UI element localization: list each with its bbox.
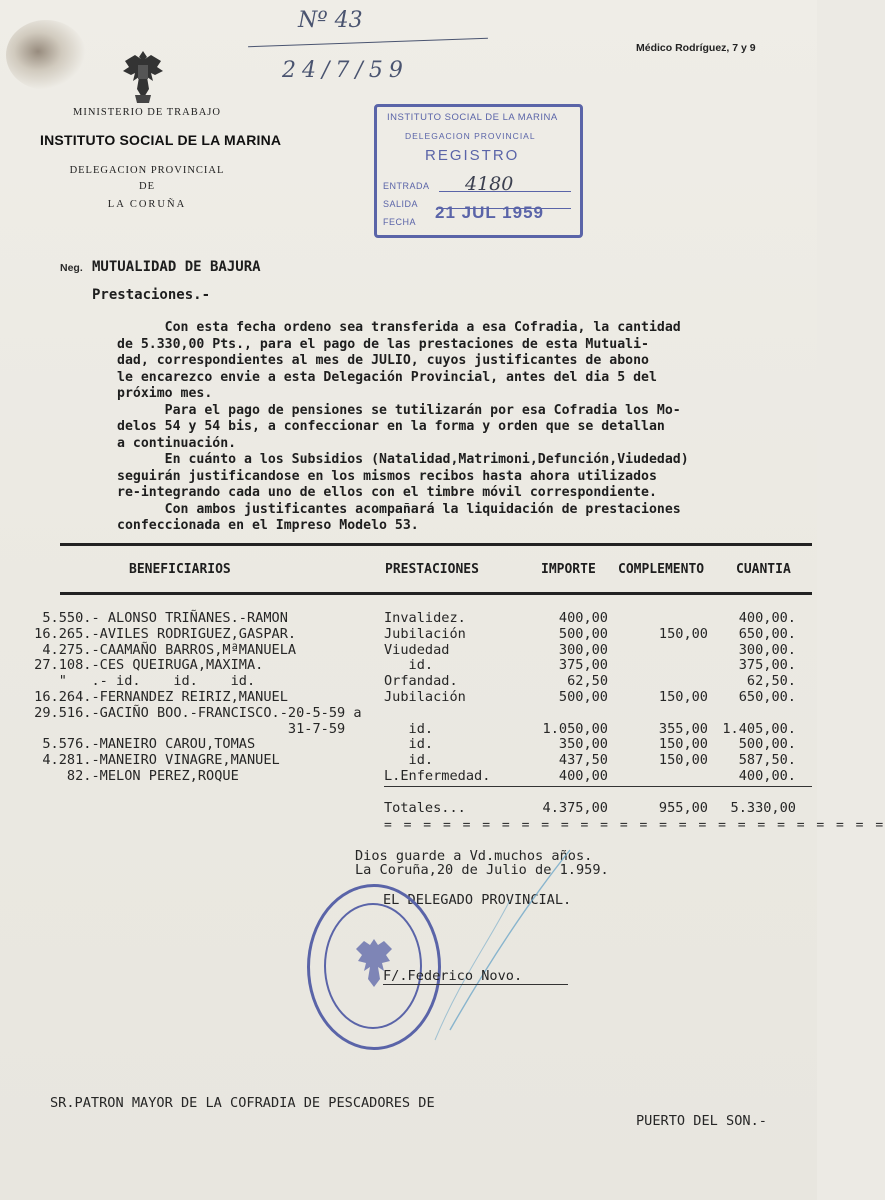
burn-mark bbox=[6, 20, 86, 90]
totals-double-rule: = = = = = = = = = = = = = = = = = = = = = = = = = = bbox=[384, 818, 885, 833]
body-line: le encarezco envie a esta Delegación Provincial, antes del dia 5 del bbox=[117, 369, 657, 385]
signature-line bbox=[383, 984, 568, 985]
neg-label: Neg. bbox=[60, 262, 83, 274]
totals-importe: 4.375,00 bbox=[542, 800, 608, 816]
row-beneficiary: 5.576.-MANEIRO CAROU,TOMAS bbox=[26, 736, 256, 753]
row-cuantia: 375,00. bbox=[738, 657, 796, 674]
header-importe: IMPORTE bbox=[541, 562, 596, 577]
stamp-fecha-value: 21 JUL 1959 bbox=[435, 203, 544, 222]
row-beneficiary: 31-7-59 bbox=[26, 720, 346, 737]
body-line: próximo mes. bbox=[117, 386, 213, 401]
body-line: a continuación. bbox=[117, 435, 237, 451]
stamp-line2: DELEGACION PROVINCIAL bbox=[405, 131, 536, 141]
row-cuantia: 1.405,00. bbox=[722, 720, 796, 737]
row-beneficiary: " .- id. id. id. bbox=[26, 673, 256, 690]
stamp-entrada-label: ENTRADA bbox=[383, 181, 430, 191]
table-top-rule bbox=[60, 543, 812, 546]
closing-line1: Dios guarde a Vd.muchos años. bbox=[355, 848, 593, 864]
totals-label: Totales... bbox=[384, 800, 466, 816]
row-prestacion: Jubilación bbox=[384, 625, 466, 642]
row-prestacion: id. bbox=[384, 657, 434, 674]
header-prestaciones: PRESTACIONES bbox=[385, 562, 479, 577]
office-address: Médico Rodríguez, 7 y 9 bbox=[636, 42, 756, 54]
row-importe: 375,00 bbox=[558, 657, 608, 674]
signature-pen-stroke bbox=[390, 840, 580, 1070]
row-cuantia: 300,00. bbox=[738, 641, 796, 658]
addressee-line2: PUERTO DEL SON.- bbox=[636, 1113, 767, 1129]
handwritten-number: Nº 43 bbox=[298, 8, 363, 33]
row-cuantia: 587,50. bbox=[738, 752, 796, 769]
row-beneficiary: 4.275.-CAAMAÑO BARROS,MªMANUELA bbox=[26, 641, 297, 658]
row-importe: 500,00 bbox=[558, 625, 608, 642]
row-prestacion: Orfandad. bbox=[384, 673, 458, 690]
row-cuantia: 62,50. bbox=[746, 673, 796, 690]
delegation-de: DE bbox=[139, 181, 155, 192]
signer-name: F/.Federico Novo. bbox=[383, 968, 523, 984]
closing-line2: La Coruña,20 de Julio de 1.959. bbox=[355, 862, 609, 878]
ministry-name: MINISTERIO DE TRABAJO bbox=[73, 107, 221, 118]
row-cuantia: 500,00. bbox=[738, 736, 796, 753]
table-header-rule bbox=[60, 592, 812, 595]
signer-title: EL DELEGADO PROVINCIAL. bbox=[383, 892, 572, 908]
row-complemento: 150,00 bbox=[658, 736, 708, 753]
header-complemento: COMPLEMENTO bbox=[618, 562, 705, 577]
row-cuantia: 650,00. bbox=[738, 625, 796, 642]
row-complemento: 355,00 bbox=[658, 720, 708, 737]
stamp-entrada-value: 4180 bbox=[465, 173, 514, 195]
row-importe: 1.050,00 bbox=[542, 720, 608, 737]
totals-rule bbox=[384, 786, 812, 787]
addressee-line1: SR.PATRON MAYOR DE LA COFRADIA DE PESCADORES DE bbox=[50, 1095, 435, 1111]
row-importe: 437,50 bbox=[558, 752, 608, 769]
row-importe: 62,50 bbox=[567, 673, 608, 690]
section-heading: Prestaciones.- bbox=[92, 287, 211, 303]
body-line: delos 54 y 54 bis, a confeccionar en la forma y orden que se detallan bbox=[117, 419, 665, 434]
body-line: confeccionada en el Impreso Modelo 53. bbox=[117, 518, 419, 533]
row-importe: 500,00 bbox=[558, 689, 608, 705]
delegation-city: LA CORUÑA bbox=[107, 199, 187, 210]
body-line: seguirán justificandose en los mismos recibos hasta ahora utilizados bbox=[117, 468, 657, 484]
totals-complemento: 955,00 bbox=[658, 800, 708, 816]
row-beneficiary: 5.550.- ALONSO TRIÑANES.-RAMON bbox=[26, 610, 288, 626]
row-prestacion: L.Enfermedad. bbox=[384, 768, 491, 784]
row-beneficiary: 29.516.-GACIÑO BOO.-FRANCISCO.-20-5-59 a bbox=[26, 704, 362, 721]
stamp-line1: INSTITUTO SOCIAL DE LA MARINA bbox=[387, 112, 558, 123]
neg-value: MUTUALIDAD DE BAJURA bbox=[92, 259, 261, 275]
body-line: Con esta fecha ordeno sea transferida a esa Cofradia, la cantidad bbox=[117, 320, 681, 335]
row-importe: 350,00 bbox=[558, 736, 608, 753]
row-complemento: 150,00 bbox=[658, 752, 708, 769]
body-line: Con ambos justificantes acompañará la liquidación de prestaciones bbox=[117, 501, 681, 517]
row-complemento: 150,00 bbox=[658, 625, 708, 642]
row-cuantia: 650,00. bbox=[738, 689, 796, 705]
row-beneficiary: 27.108.-CES QUEIRUGA,MAXIMA. bbox=[26, 657, 264, 674]
body-line: dad, correspondientes al mes de JULIO, cuyos justificantes de abono bbox=[117, 353, 649, 368]
row-importe: 300,00 bbox=[558, 641, 608, 658]
handwritten-date: 24/7/59 bbox=[282, 58, 409, 83]
row-prestacion: Jubilación bbox=[384, 689, 466, 705]
row-importe: 400,00 bbox=[558, 610, 608, 626]
row-importe: 400,00 bbox=[558, 768, 608, 784]
registry-stamp bbox=[374, 104, 583, 238]
stamp-fecha-label: FECHA bbox=[383, 217, 417, 227]
row-beneficiary: 4.281.-MANEIRO VINAGRE,MANUEL bbox=[26, 752, 280, 769]
delegation-name: DELEGACION PROVINCIAL bbox=[69, 165, 225, 176]
body-line: de 5.330,00 Pts., para el pago de las prestaciones de esta Mutuali- bbox=[117, 336, 649, 352]
row-cuantia: 400,00. bbox=[738, 610, 796, 626]
row-complemento: 150,00 bbox=[658, 689, 708, 705]
row-beneficiary: 16.264.-FERNANDEZ REIRIZ,MANUEL bbox=[26, 689, 288, 705]
stamp-salida-label: SALIDA bbox=[383, 199, 419, 209]
body-line: re-integrando cada uno de ellos con el timbre móvil correspondiente. bbox=[117, 485, 657, 500]
body-line: Para el pago de pensiones se tutilizarán por esa Cofradia los Mo- bbox=[117, 402, 681, 418]
row-beneficiary: 16.265.-AVILES RODRIGUEZ,GASPAR. bbox=[26, 625, 297, 642]
row-prestacion: Viudedad bbox=[384, 641, 450, 658]
row-prestacion: id. bbox=[384, 752, 434, 769]
letter-body bbox=[117, 320, 817, 535]
row-prestacion: id. bbox=[384, 736, 434, 753]
body-line: En cuánto a los Subsidios (Natalidad,Matrimoni,Defunción,Viudedad) bbox=[117, 452, 689, 467]
header-cuantia: CUANTIA bbox=[736, 562, 791, 577]
row-beneficiary: 82.-MELON PEREZ,ROQUE bbox=[26, 768, 239, 784]
header-beneficiarios: BENEFICIARIOS bbox=[129, 562, 231, 577]
row-prestacion: Invalidez. bbox=[384, 610, 466, 626]
stamp-title: REGISTRO bbox=[425, 147, 520, 164]
row-cuantia: 400,00. bbox=[738, 768, 796, 784]
row-prestacion: id. bbox=[384, 720, 434, 737]
institute-name: INSTITUTO SOCIAL DE LA MARINA bbox=[40, 132, 282, 148]
totals-cuantia: 5.330,00 bbox=[730, 800, 796, 816]
eagle-emblem-icon bbox=[121, 47, 165, 105]
